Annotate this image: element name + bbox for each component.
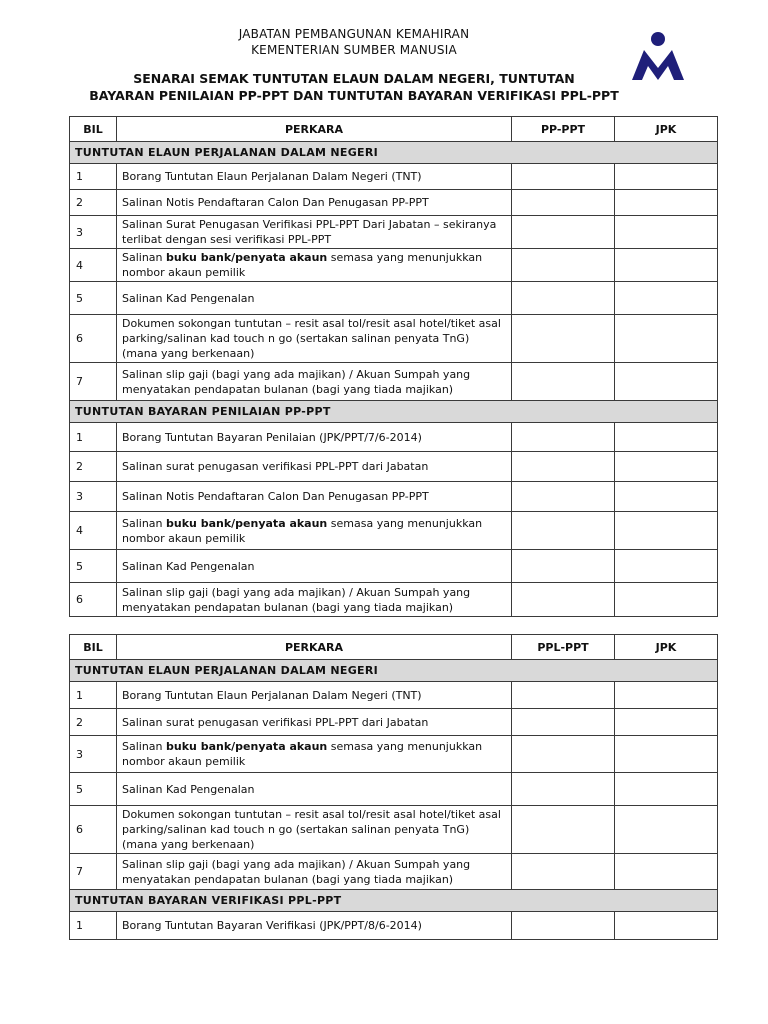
item-text: Salinan surat penugasan verifikasi PPL-PPT dari Jabatan — [122, 715, 429, 729]
item-text: Salinan — [122, 740, 167, 753]
checkbox-cell-jpk[interactable] — [615, 282, 718, 315]
checkbox-cell-applicant[interactable] — [512, 912, 615, 940]
checkbox-cell-applicant[interactable] — [512, 482, 615, 512]
table-row — [70, 164, 718, 190]
checklist-table-pp-ppt — [69, 116, 718, 617]
table-row — [70, 550, 718, 583]
item-text: Borang Tuntutan Elaun Perjalanan Dalam Negeri (TNT) — [122, 170, 422, 183]
checkbox-cell-applicant[interactable] — [512, 709, 615, 736]
checkbox-cell-jpk[interactable] — [615, 363, 718, 401]
item-text: Salinan slip gaji (bagi yang ada majikan) / Akuan Sumpah yang menyatakan pendapatan bulanan (bagi yang tiada majikan) — [122, 857, 471, 886]
checkbox-cell-jpk[interactable] — [615, 482, 718, 512]
table-row — [70, 282, 718, 315]
column-header-jpk: JPK — [615, 635, 718, 660]
column-header-pp-ppt: PP-PPT — [512, 117, 615, 142]
row-number: 1 — [70, 423, 117, 452]
row-number: 6 — [70, 806, 117, 854]
department-name: JABATAN PEMBANGUNAN KEMAHIRAN — [238, 27, 470, 41]
table-row — [70, 363, 718, 401]
row-item — [117, 912, 512, 940]
checkbox-cell-applicant[interactable] — [512, 282, 615, 315]
checkbox-cell-applicant[interactable] — [512, 452, 615, 482]
table-row — [70, 512, 718, 550]
row-item — [117, 550, 512, 583]
row-number: 1 — [70, 164, 117, 190]
row-item — [117, 736, 512, 773]
row-number: 2 — [70, 452, 117, 482]
row-item — [117, 363, 512, 401]
row-number: 4 — [70, 249, 117, 282]
item-text: Salinan — [122, 516, 167, 530]
checkbox-cell-applicant[interactable] — [512, 854, 615, 890]
row-item — [117, 806, 512, 854]
item-text-rest: semasa yang menunjukkan nombor akaun pemilik — [122, 251, 483, 279]
item-text: Salinan Kad Pengenalan — [122, 782, 255, 796]
checkbox-cell-applicant[interactable] — [512, 249, 615, 282]
item-text: Salinan Notis Pendaftaran Calon Dan Penugasan PP-PPT — [122, 196, 429, 209]
row-item — [117, 583, 512, 617]
row-number: 6 — [70, 583, 117, 617]
section-title: TUNTUTAN BAYARAN PENILAIAN PP-PPT — [70, 401, 718, 423]
item-text: Salinan surat penugasan verifikasi PPL-PPT dari Jabatan — [122, 460, 429, 473]
table-row — [70, 583, 718, 617]
checkbox-cell-applicant[interactable] — [512, 315, 615, 363]
item-text: Borang Tuntutan Bayaran Penilaian (JPK/PPT/7/6-2014) — [122, 430, 422, 444]
row-number: 5 — [70, 773, 117, 806]
table-row — [70, 682, 718, 709]
item-text: Dokumen sokongan tuntutan – resit asal tol/resit asal hotel/tiket asal parking/salinan kad touch n go (sertakan salinan penyata TnG) (mana yang berkenaan) — [122, 808, 501, 851]
row-item — [117, 682, 512, 709]
table-row — [70, 315, 718, 363]
checkbox-cell-applicant[interactable] — [512, 583, 615, 617]
column-header-perkara: PERKARA — [117, 635, 512, 660]
row-item — [117, 773, 512, 806]
column-header-perkara: PERKARA — [117, 117, 512, 142]
section-row — [70, 401, 718, 423]
item-text: Salinan — [122, 251, 167, 264]
table-row — [70, 249, 718, 282]
item-text-bold: buku bank/penyata akaun — [166, 516, 328, 530]
checkbox-cell-applicant[interactable] — [512, 550, 615, 583]
table-row — [70, 854, 718, 890]
item-text: Salinan Kad Pengenalan — [122, 291, 255, 305]
checkbox-cell-jpk[interactable] — [615, 773, 718, 806]
table-row — [70, 736, 718, 773]
checkbox-cell-applicant[interactable] — [512, 773, 615, 806]
section-row — [70, 660, 718, 682]
checkbox-cell-jpk[interactable] — [615, 164, 718, 190]
checkbox-cell-jpk[interactable] — [615, 736, 718, 773]
checkbox-cell-applicant[interactable] — [512, 164, 615, 190]
document-title-line2: BAYARAN PENILAIAN PP-PPT DAN TUNTUTAN BAYARAN VERIFIKASI PPL-PPT — [89, 88, 619, 103]
row-item — [117, 482, 512, 512]
row-item — [117, 190, 512, 216]
item-text-rest: semasa yang menunjukkan nombor akaun pemilik — [122, 516, 483, 545]
item-text: Borang Tuntutan Elaun Perjalanan Dalam Negeri (TNT) — [122, 688, 422, 702]
row-number: 3 — [70, 216, 117, 249]
table-row — [70, 709, 718, 736]
item-text: Borang Tuntutan Bayaran Verifikasi (JPK/PPT/8/6-2014) — [122, 919, 422, 932]
row-item — [117, 452, 512, 482]
row-item — [117, 512, 512, 550]
section-title: TUNTUTAN ELAUN PERJALANAN DALAM NEGERI — [70, 660, 718, 682]
row-item — [117, 249, 512, 282]
checkbox-cell-jpk[interactable] — [615, 912, 718, 940]
checkbox-cell-jpk[interactable] — [615, 806, 718, 854]
table-row — [70, 216, 718, 249]
row-number: 1 — [70, 682, 117, 709]
row-item — [117, 423, 512, 452]
checklist-table-ppl-ppt — [69, 634, 718, 940]
row-number: 2 — [70, 709, 117, 736]
section-row — [70, 142, 718, 164]
ministry-logo-icon — [630, 30, 686, 86]
item-text-bold: buku bank/penyata akaun — [166, 740, 328, 753]
checkbox-cell-jpk[interactable] — [615, 512, 718, 550]
checkbox-cell-applicant[interactable] — [512, 806, 615, 854]
item-text-rest: semasa yang menunjukkan nombor akaun pemilik — [122, 740, 483, 768]
row-number: 5 — [70, 550, 117, 583]
checkbox-cell-applicant[interactable] — [512, 423, 615, 452]
row-number: 2 — [70, 190, 117, 216]
section-row — [70, 890, 718, 912]
section-title: TUNTUTAN ELAUN PERJALANAN DALAM NEGERI — [70, 142, 718, 164]
checkbox-cell-jpk[interactable] — [615, 315, 718, 363]
checkbox-cell-jpk[interactable] — [615, 709, 718, 736]
table-row — [70, 423, 718, 452]
table-row — [70, 912, 718, 940]
row-number: 4 — [70, 512, 117, 550]
row-number: 6 — [70, 315, 117, 363]
checkbox-cell-jpk[interactable] — [615, 249, 718, 282]
row-item — [117, 854, 512, 890]
row-item — [117, 709, 512, 736]
item-text: Salinan Surat Penugasan Verifikasi PPL-PPT Dari Jabatan – sekiranya terlibat dengan sesi verifikasi PPL-PPT — [122, 218, 497, 246]
row-number: 3 — [70, 482, 117, 512]
document-title-line1: SENARAI SEMAK TUNTUTAN ELAUN DALAM NEGERI, TUNTUTAN — [133, 71, 575, 86]
checkbox-cell-jpk[interactable] — [615, 682, 718, 709]
table-row — [70, 190, 718, 216]
item-text: Salinan slip gaji (bagi yang ada majikan) / Akuan Sumpah yang menyatakan pendapatan bulanan (bagi yang tiada majikan) — [122, 585, 471, 614]
item-text: Salinan Kad Pengenalan — [122, 559, 255, 573]
checkbox-cell-applicant[interactable] — [512, 682, 615, 709]
item-text: Salinan slip gaji (bagi yang ada majikan) / Akuan Sumpah yang menyatakan pendapatan bulanan (bagi yang tiada majikan) — [122, 367, 471, 396]
item-text: Dokumen sokongan tuntutan – resit asal tol/resit asal hotel/tiket asal parking/salinan kad touch n go (sertakan salinan penyata TnG) (mana yang berkenaan) — [122, 317, 501, 360]
checkbox-cell-jpk[interactable] — [615, 423, 718, 452]
table-row — [70, 452, 718, 482]
checkbox-cell-jpk[interactable] — [615, 216, 718, 249]
column-header-ppl-ppt: PPL-PPT — [512, 635, 615, 660]
row-item — [117, 164, 512, 190]
checkbox-cell-jpk[interactable] — [615, 583, 718, 617]
column-header-bil: BIL — [70, 635, 117, 660]
checkbox-cell-jpk[interactable] — [615, 854, 718, 890]
table-row — [70, 482, 718, 512]
checkbox-cell-applicant[interactable] — [512, 736, 615, 773]
checkbox-cell-applicant[interactable] — [512, 216, 615, 249]
row-item — [117, 315, 512, 363]
checkbox-cell-applicant[interactable] — [512, 512, 615, 550]
table-row — [70, 806, 718, 854]
table-row — [70, 773, 718, 806]
row-number: 7 — [70, 854, 117, 890]
checkbox-cell-applicant[interactable] — [512, 190, 615, 216]
checkbox-cell-jpk[interactable] — [615, 190, 718, 216]
checkbox-cell-jpk[interactable] — [615, 550, 718, 583]
section-title: TUNTUTAN BAYARAN VERIFIKASI PPL-PPT — [70, 890, 718, 912]
column-header-jpk: JPK — [615, 117, 718, 142]
checkbox-cell-applicant[interactable] — [512, 363, 615, 401]
checkbox-cell-jpk[interactable] — [615, 452, 718, 482]
row-number: 1 — [70, 912, 117, 940]
row-number: 5 — [70, 282, 117, 315]
row-item — [117, 216, 512, 249]
row-item — [117, 282, 512, 315]
row-number: 3 — [70, 736, 117, 773]
item-text-bold: buku bank/penyata akaun — [166, 251, 328, 264]
column-header-bil: BIL — [70, 117, 117, 142]
ministry-name: KEMENTERIAN SUMBER MANUSIA — [251, 43, 457, 57]
row-number: 7 — [70, 363, 117, 401]
item-text: Salinan Notis Pendaftaran Calon Dan Penugasan PP-PPT — [122, 490, 429, 503]
